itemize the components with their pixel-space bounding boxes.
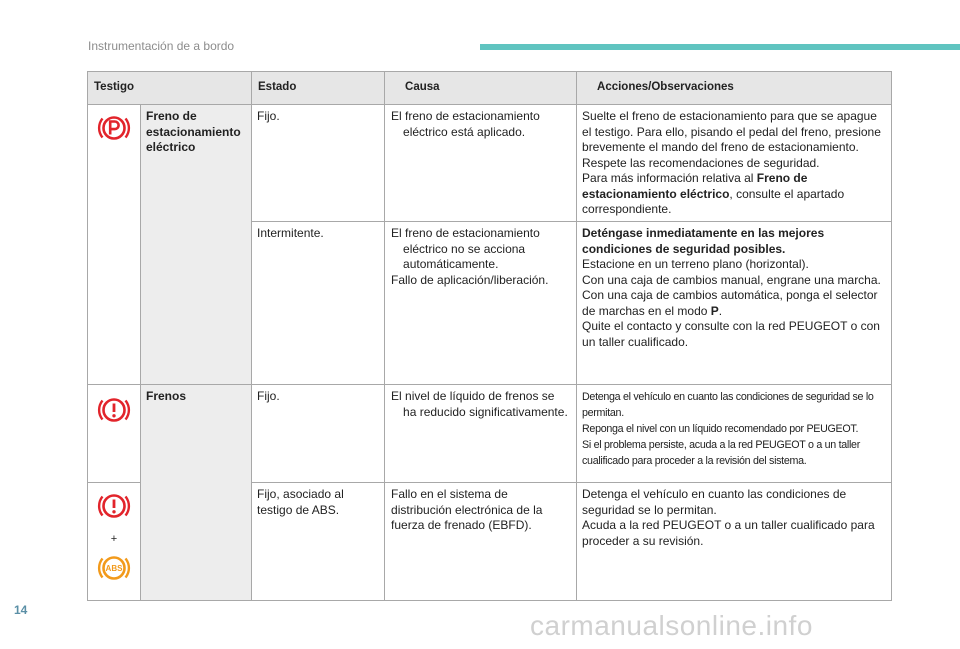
abs-warning-icon [97, 553, 131, 588]
page-header-title: Instrumentación de a bordo [88, 39, 235, 53]
header-accent-bar [480, 44, 960, 50]
page-number: 14 [14, 603, 28, 617]
park-brake-icon-cell [88, 105, 141, 385]
column-header-testigo: Testigo [88, 72, 252, 105]
brakes-abs-acciones: Detenga el vehículo en cuanto las condiciones de seguridad se lo permitan. Acuda a la red PEUGEOT o a un taller cualificado para proceder a su revisión. [577, 483, 892, 601]
brakes-name: Frenos [141, 385, 252, 601]
park-brake-flashing-causa: El freno de estacionamiento eléctrico no se acciona automáticamente. Fallo de aplicación/liberación. [385, 222, 577, 385]
column-header-acciones: Acciones/Observaciones [577, 72, 892, 105]
plus-sign: + [110, 532, 118, 545]
park-brake-flashing-estado: Intermitente. [252, 222, 385, 385]
column-header-estado: Estado [252, 72, 385, 105]
column-header-causa: Causa [385, 72, 577, 105]
brakes-fixed-acciones: Detenga el vehículo en cuanto las condiciones de seguridad se lo permitan. Reponga el nivel con un líquido recomendado por PEUGEOT. Si el problema persiste, acuda a la red PEUGEOT o a un taller cualificado para proceder a la revisión del sistema. [577, 385, 892, 483]
park-brake-fixed-causa: El freno de estacionamiento eléctrico está aplicado. [385, 105, 577, 222]
park-brake-flashing-acciones: Deténgase inmediatamente en las mejores condiciones de seguridad posibles. Estacione en un terreno plano (horizontal). Con una caja de cambios manual, engrane una marcha. Con una caja de cambios automática, ponga el selector de marchas en el modo P. Quite el contacto y consulte con la red PEUGEOT o con un taller cualificado. [577, 222, 892, 385]
park-brake-name: Freno de estacionamiento eléctrico [141, 105, 252, 385]
brakes-abs-causa: Fallo en el sistema de distribución electrónica de la fuerza de frenado (EBFD). [385, 483, 577, 601]
table-header-row [88, 72, 892, 105]
abs-icon-label: ABS [105, 564, 123, 573]
parking-brake-warning-icon [97, 113, 131, 148]
table-row [88, 105, 892, 222]
watermark: carmanualsonline.info [530, 610, 813, 641]
brake-icon-cell [88, 385, 141, 483]
brakes-abs-estado: Fijo, asociado al testigo de ABS. [252, 483, 385, 601]
brakes-fixed-causa: El nivel de líquido de frenos se ha reducido significativamente. [385, 385, 577, 483]
warning-lights-table [87, 71, 892, 601]
brake-warning-icon [97, 395, 131, 430]
brake-warning-icon [97, 491, 131, 526]
table-row [88, 385, 892, 483]
park-brake-fixed-acciones: Suelte el freno de estacionamiento para que se apague el testigo. Para ello, pisando el pedal del freno, presione brevemente el mando del freno de estacionamiento. Respete las recomendaciones de seguridad. Para más información relativa al Freno de estacionamiento eléctrico, consulte el apartado correspondiente. [577, 105, 892, 222]
park-brake-fixed-estado: Fijo. [252, 105, 385, 222]
brake-abs-icon-cell [88, 483, 141, 601]
brakes-fixed-estado: Fijo. [252, 385, 385, 483]
